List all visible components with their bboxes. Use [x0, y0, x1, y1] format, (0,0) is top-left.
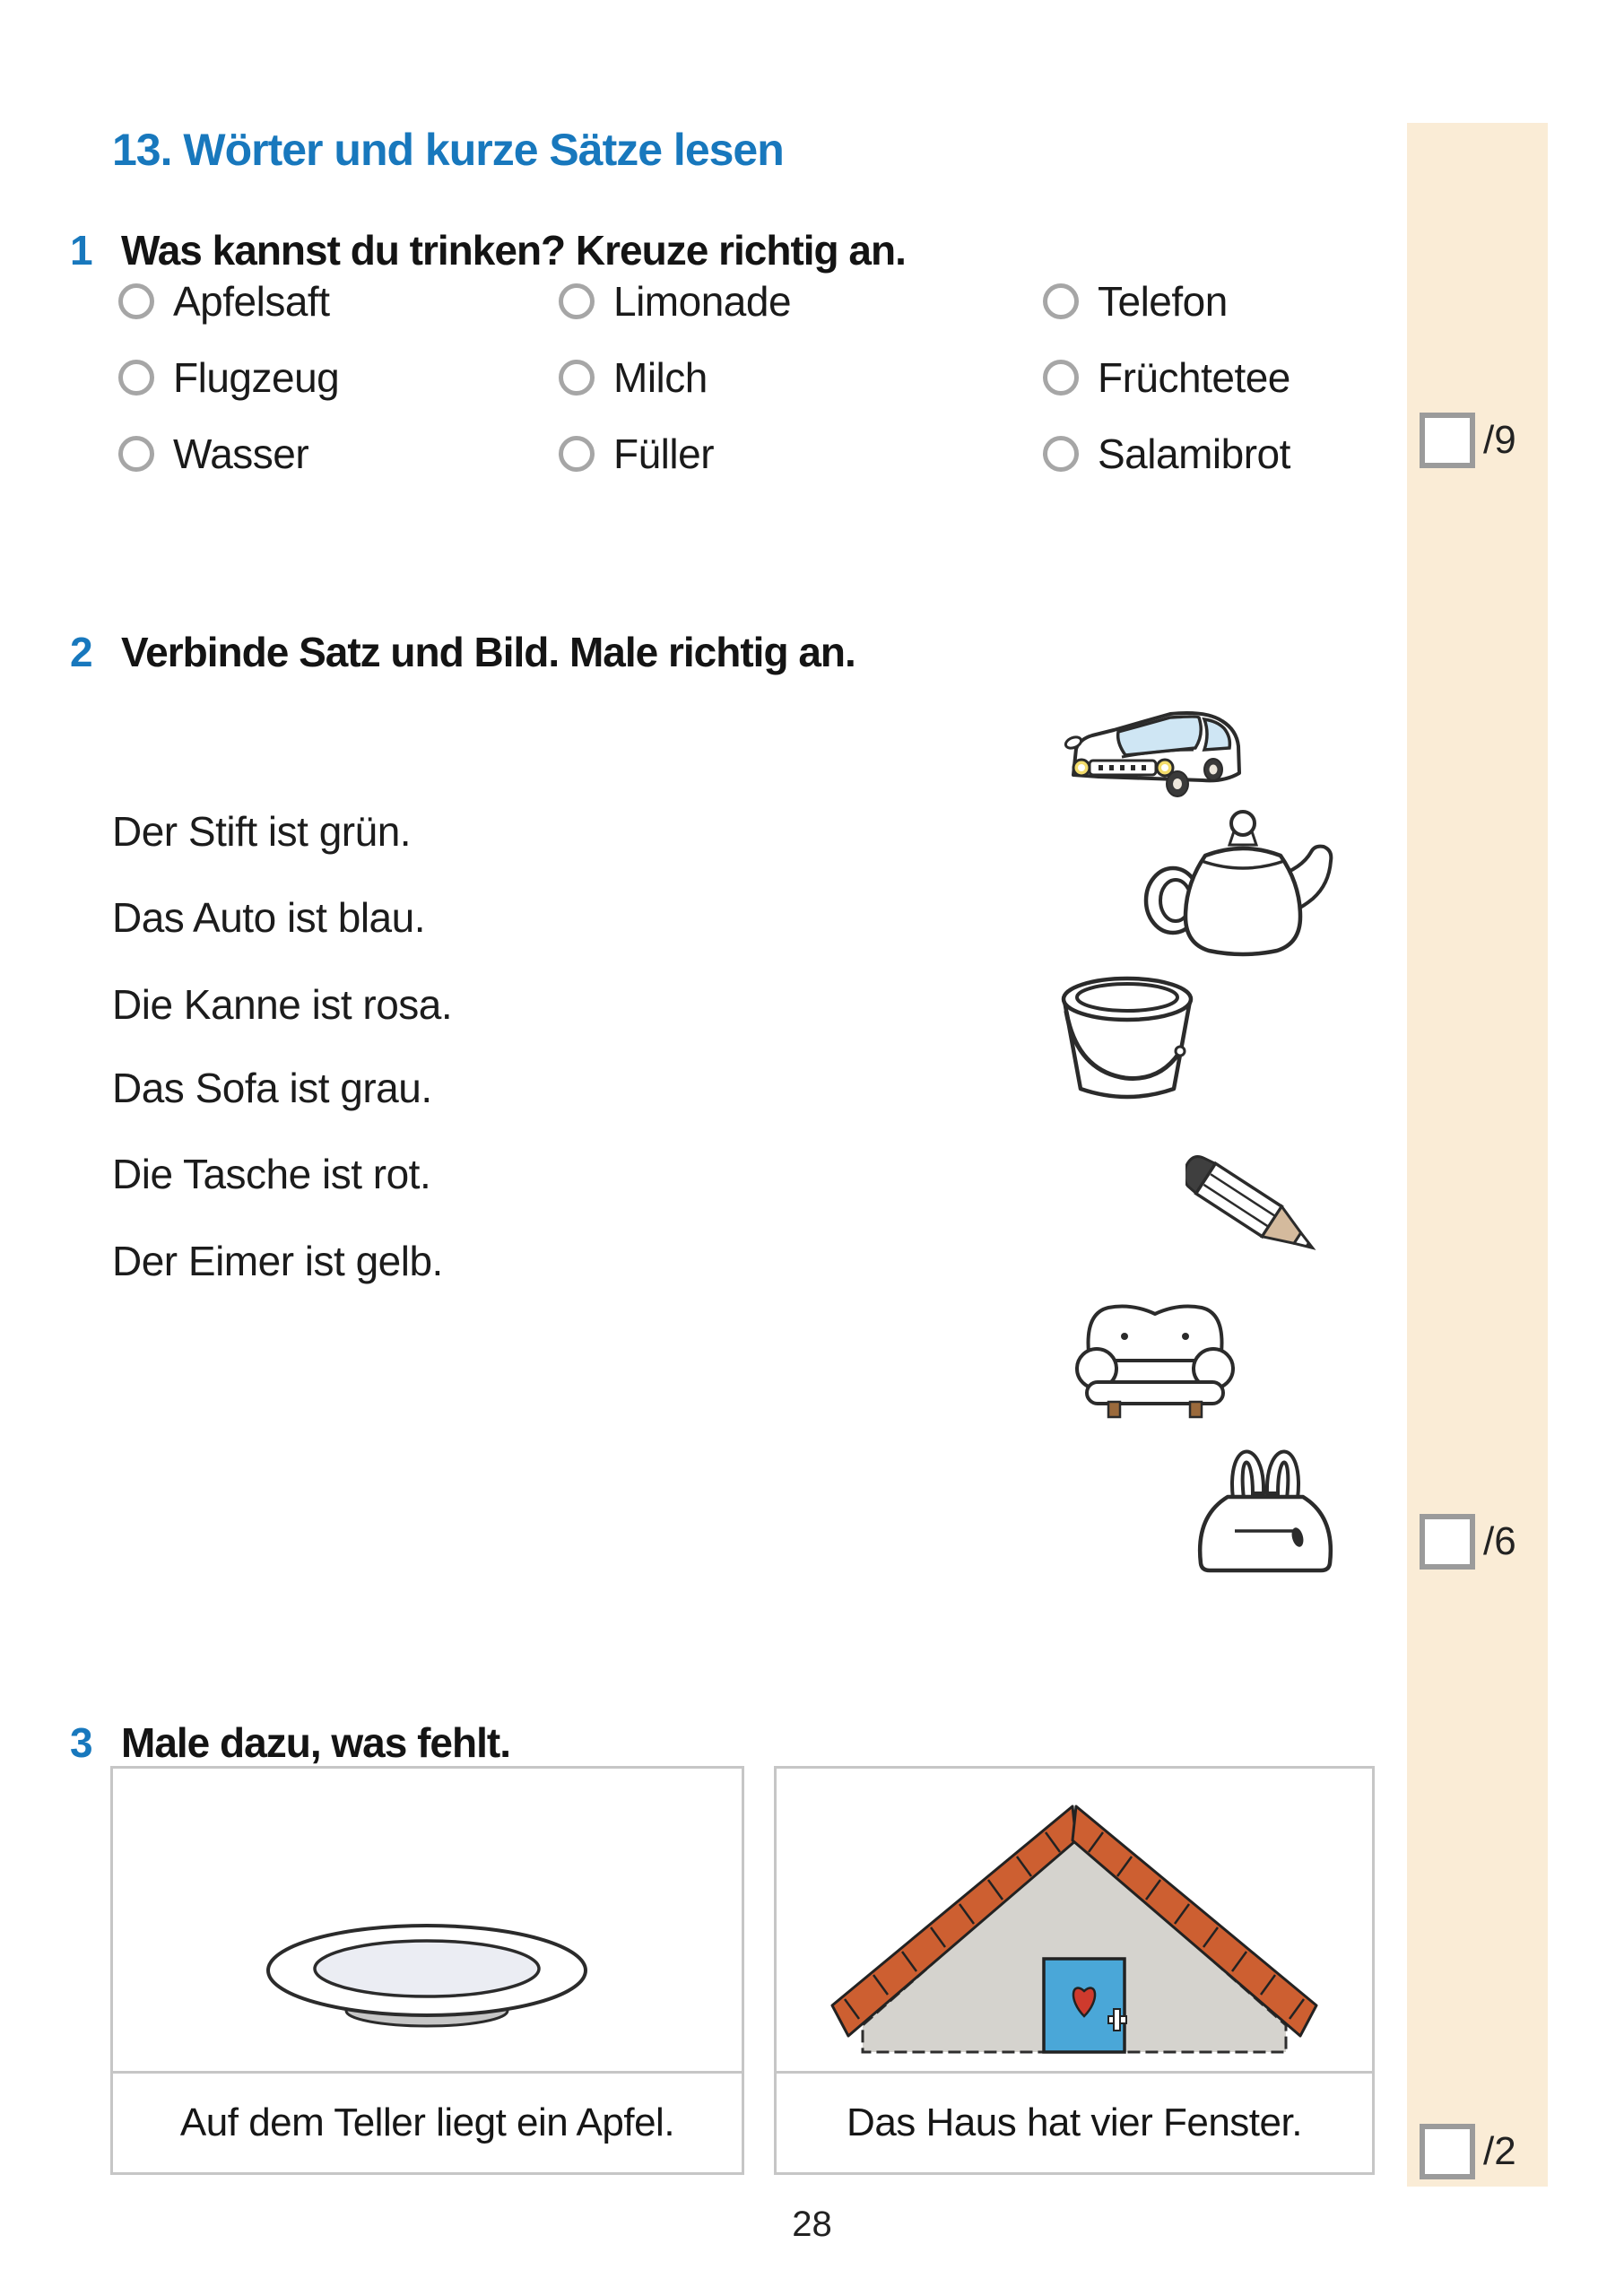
exercise2-number: 2 [70, 629, 92, 675]
checkbox-circle-icon[interactable] [118, 360, 154, 396]
bag-illustration [1188, 1422, 1342, 1576]
exercise3-prompt: Male dazu, was fehlt. [121, 1719, 510, 1766]
option-label: Milch [613, 354, 708, 401]
exercise1-score [1420, 413, 1516, 468]
plate-drawing-area[interactable] [113, 1769, 742, 2071]
sentence-stift[interactable]: Der Stift ist grün. [112, 808, 412, 855]
plate-card [110, 1766, 744, 2175]
score-input-box[interactable] [1420, 1514, 1475, 1570]
checkbox-circle-icon[interactable] [559, 360, 595, 396]
checkbox-circle-icon[interactable] [1043, 360, 1079, 396]
checkbox-circle-icon[interactable] [1043, 436, 1079, 472]
sentence-tasche[interactable]: Die Tasche ist rot. [112, 1151, 431, 1197]
option-label: Füller [613, 430, 715, 477]
option-milch [559, 354, 708, 401]
exercise2-prompt: Verbinde Satz und Bild. Male richtig an. [121, 629, 855, 675]
exercise3-number: 3 [70, 1719, 92, 1766]
option-telefon [1043, 278, 1228, 325]
option-fueller [559, 430, 714, 477]
option-salamibrot [1043, 430, 1290, 477]
car-illustration [1063, 674, 1246, 809]
score-input-box[interactable] [1420, 2124, 1475, 2179]
option-wasser [118, 430, 308, 477]
sofa-image[interactable] [1067, 1280, 1243, 1420]
exercise1-number: 1 [70, 227, 92, 274]
score-max-label: /6 [1483, 1519, 1516, 1563]
house-caption: Das Haus hat vier Fenster. [777, 2071, 1372, 2172]
option-label: Limonade [613, 278, 792, 325]
sentence-kanne[interactable]: Die Kanne ist rosa. [112, 981, 453, 1028]
house-drawing-area[interactable] [777, 1769, 1372, 2071]
exercise3-score [1420, 2124, 1516, 2179]
sentence-sofa[interactable]: Das Sofa ist grau. [112, 1065, 432, 1111]
score-max-label: /2 [1483, 2129, 1516, 2173]
checkbox-circle-icon[interactable] [1043, 283, 1079, 319]
teapot-image[interactable] [1141, 805, 1345, 960]
page-number: 28 [792, 2205, 832, 2244]
exercise1-prompt: Was kannst du trinken? Kreuze richtig an. [121, 227, 906, 274]
pencil-illustration [1185, 1134, 1340, 1279]
page-title: 13. Wörter und kurze Sätze lesen [112, 125, 784, 175]
option-label: Flugzeug [173, 354, 340, 401]
option-label: Salamibrot [1098, 430, 1290, 477]
sentence-eimer[interactable]: Der Eimer ist gelb. [112, 1238, 443, 1284]
car-image[interactable] [1063, 674, 1246, 809]
bag-image[interactable] [1188, 1422, 1342, 1576]
option-label: Telefon [1098, 278, 1228, 325]
score-input-box[interactable] [1420, 413, 1475, 468]
teapot-illustration [1141, 805, 1345, 960]
sentence-auto[interactable]: Das Auto ist blau. [112, 894, 425, 941]
house-illustration [787, 1781, 1361, 2064]
pencil-image[interactable] [1185, 1134, 1340, 1279]
house-card [774, 1766, 1375, 2175]
bucket-illustration [1054, 965, 1202, 1107]
plate-illustration [261, 1917, 593, 2038]
option-label: Früchtetee [1098, 354, 1290, 401]
bucket-image[interactable] [1054, 965, 1202, 1107]
option-limonade [559, 278, 791, 325]
score-max-label: /9 [1483, 418, 1516, 462]
checkbox-circle-icon[interactable] [118, 436, 154, 472]
option-flugzeug [118, 354, 339, 401]
checkbox-circle-icon[interactable] [559, 436, 595, 472]
option-apfelsaft [118, 278, 330, 325]
exercise2-score [1420, 1514, 1516, 1570]
option-fruechtetee [1043, 354, 1290, 401]
plate-caption: Auf dem Teller liegt ein Apfel. [113, 2071, 742, 2172]
option-label: Wasser [173, 430, 309, 477]
checkbox-circle-icon[interactable] [559, 283, 595, 319]
sofa-illustration [1067, 1280, 1243, 1420]
option-label: Apfelsaft [173, 278, 330, 325]
checkbox-circle-icon[interactable] [118, 283, 154, 319]
